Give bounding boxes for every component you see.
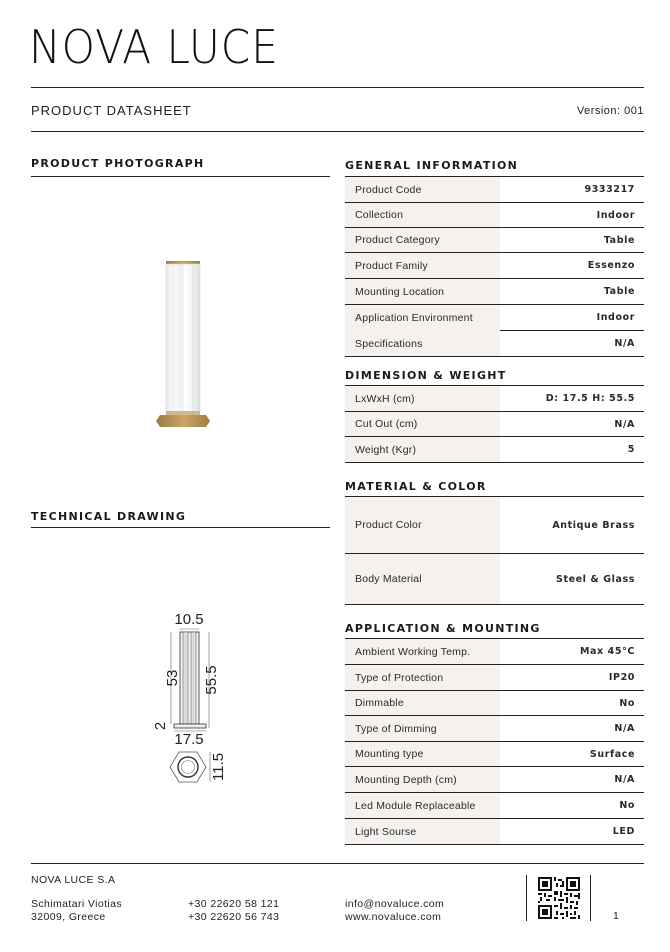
qr-code-icon[interactable] — [538, 877, 580, 919]
row-label: Product Code — [345, 177, 500, 202]
row-label: Specifications — [345, 331, 500, 356]
row-value: Surface — [589, 748, 635, 760]
row-value: Antique Brass — [552, 519, 635, 531]
row-value: Steel & Glass — [556, 573, 635, 585]
row-value: 9333217 — [584, 184, 635, 195]
row-value: N/A — [614, 338, 635, 349]
row-value: IP20 — [608, 672, 635, 683]
row-value: LED — [612, 826, 635, 837]
dim-body-height: 53 — [164, 669, 181, 687]
footer-website-link[interactable]: www.novaluce.com — [345, 911, 442, 923]
row-label: Product Color — [345, 497, 500, 553]
row-value: D: 17.5 H: 55.5 — [545, 393, 635, 404]
row-label: Type of Dimming — [345, 716, 500, 741]
material-color-table — [345, 497, 644, 605]
table-row-cut-out — [345, 412, 644, 437]
row-label: Mounting Depth (cm) — [345, 767, 500, 792]
row-value: No — [619, 800, 635, 811]
row-label: Product Category — [345, 228, 500, 252]
table-row-body-material — [345, 554, 644, 605]
product-photo — [140, 255, 220, 435]
header-rule-top — [31, 87, 644, 88]
row-value: Table — [603, 286, 635, 297]
footer-phone-2[interactable]: +30 22620 56 743 — [188, 911, 280, 923]
footer-address — [31, 898, 122, 924]
table-row-product-color — [345, 497, 644, 554]
brand-logo: NOVA LUCE — [29, 20, 279, 74]
row-label: Weight (Kgr) — [345, 437, 500, 462]
drawing-section-rule — [31, 527, 330, 528]
dim-base-height: 2 — [152, 721, 169, 731]
row-label: Application Environment — [345, 305, 500, 331]
footer-divider-left — [526, 875, 527, 921]
dim-total-height: 55.5 — [203, 665, 220, 695]
row-label: Body Material — [345, 554, 500, 604]
table-row-product-code — [345, 177, 644, 203]
row-value: N/A — [614, 723, 635, 734]
footer-divider-right — [590, 875, 591, 921]
row-label: Mounting type — [345, 742, 500, 766]
table-row-protection — [345, 665, 644, 691]
version-label: Version: 001 — [576, 105, 644, 117]
row-label: Dimmable — [345, 691, 500, 715]
dimension-weight-table — [345, 386, 644, 463]
application-mounting-table — [345, 639, 644, 845]
document-title: PRODUCT DATASHEET — [31, 103, 192, 118]
footer-company: NOVA LUCE S.A — [31, 874, 116, 886]
table-row-product-family — [345, 253, 644, 279]
table-row-led-replaceable — [345, 793, 644, 819]
material-color-title: MATERIAL & COLOR — [345, 480, 487, 493]
dim-top-width: 10.5 — [174, 611, 204, 628]
row-label: LxWxH (cm) — [345, 386, 500, 411]
table-row-light-source — [345, 819, 644, 845]
row-label: Mounting Location — [345, 279, 500, 304]
table-row-application-environment — [345, 305, 644, 331]
photo-section-rule — [31, 176, 330, 177]
dim-base-width: 17.5 — [174, 731, 204, 748]
footer-phones — [188, 898, 279, 924]
footer-contact — [345, 898, 444, 924]
table-row-dimmable — [345, 691, 644, 716]
row-label: Product Family — [345, 253, 500, 278]
technical-drawing — [145, 605, 235, 790]
table-row-collection — [345, 203, 644, 228]
row-label: Type of Protection — [345, 665, 500, 690]
drawing-section-title: TECHNICAL DRAWING — [31, 510, 187, 523]
row-label: Cut Out (cm) — [345, 412, 500, 436]
dim-base-depth: 11.5 — [210, 752, 227, 782]
row-value: Table — [603, 234, 635, 246]
row-label: Collection — [345, 203, 500, 227]
footer-rule — [31, 863, 644, 864]
table-row-mounting-depth — [345, 767, 644, 793]
table-row-weight — [345, 437, 644, 463]
table-row-dimming-type — [345, 716, 644, 742]
row-label: Light Sourse — [345, 819, 500, 844]
row-value: Indoor — [500, 305, 644, 331]
footer-phone-1[interactable]: +30 22620 58 121 — [188, 898, 280, 910]
footer-address-line1: Schimatari Viotias — [31, 898, 123, 910]
page-number: 1 — [613, 910, 620, 922]
table-row-dimensions — [345, 386, 644, 412]
header-rule-bottom — [31, 131, 644, 132]
row-value: No — [619, 697, 635, 709]
application-mounting-title: APPLICATION & MOUNTING — [345, 622, 541, 635]
table-row-ambient-temp — [345, 639, 644, 665]
row-value: N/A — [614, 418, 635, 430]
table-row-mounting-location — [345, 279, 644, 305]
row-value: Essenzo — [587, 260, 635, 271]
footer-address-line2: 32009, Greece — [31, 911, 106, 923]
row-label: Ambient Working Temp. — [345, 639, 500, 664]
row-value: Indoor — [596, 209, 635, 221]
row-value: Max 45°C — [579, 646, 635, 657]
general-info-title: GENERAL INFORMATION — [345, 159, 519, 172]
table-row-mounting-type — [345, 742, 644, 767]
table-row-product-category — [345, 228, 644, 253]
dimension-weight-title: DIMENSION & WEIGHT — [345, 369, 507, 382]
row-value: 5 — [627, 444, 635, 455]
photo-section-title: PRODUCT PHOTOGRAPH — [31, 157, 205, 170]
row-label: Led Module Replaceable — [345, 793, 500, 818]
lamp-brass-base — [156, 415, 210, 427]
general-info-table — [345, 177, 644, 357]
table-row-specifications — [345, 331, 644, 357]
row-value: N/A — [614, 774, 635, 785]
lamp-top-cap — [166, 261, 200, 264]
footer-email-link[interactable]: info@novaluce.com — [345, 898, 445, 910]
